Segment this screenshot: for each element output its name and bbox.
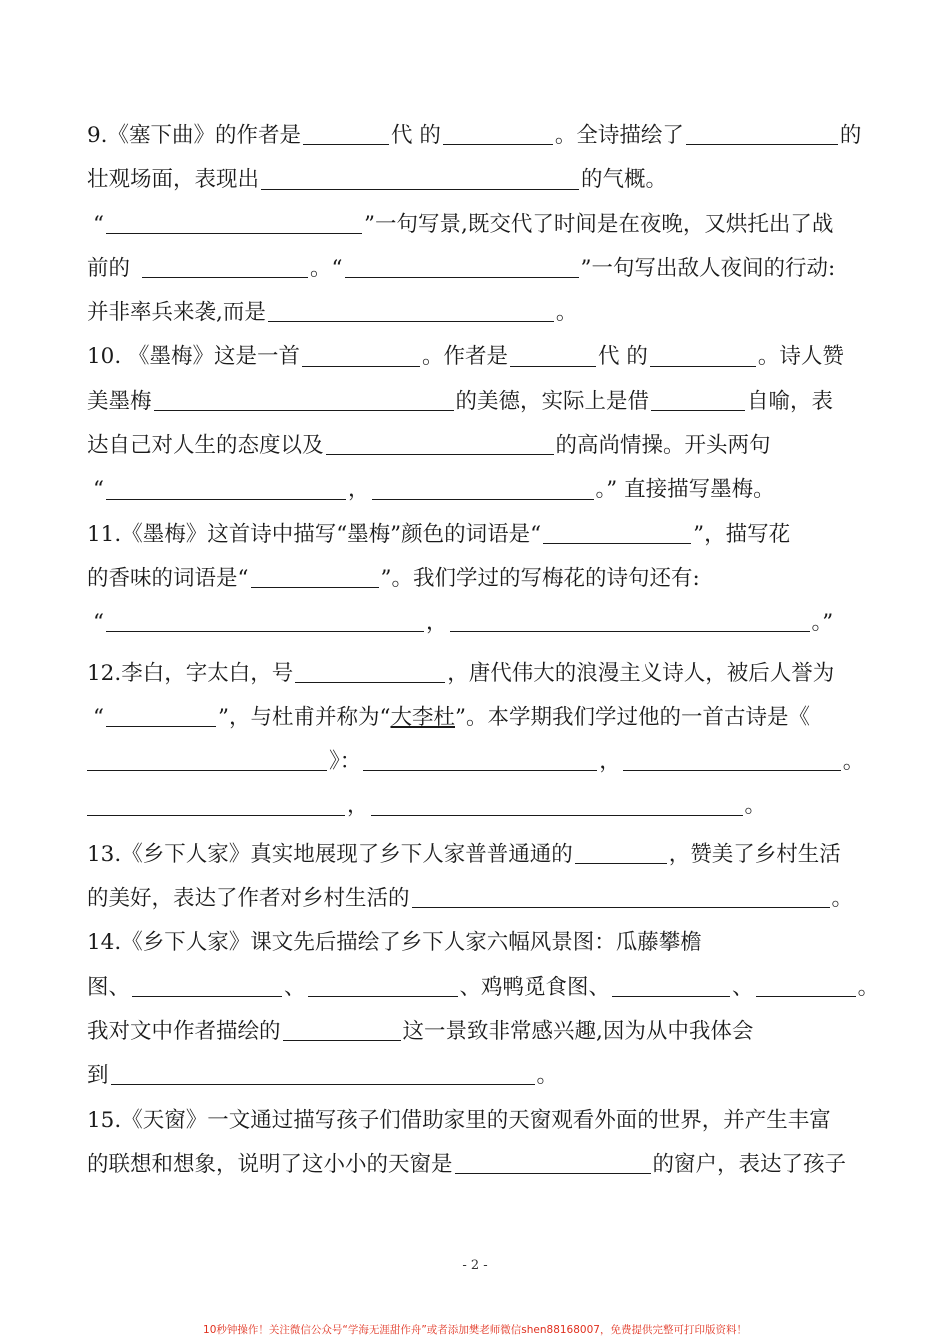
answer-blank[interactable] (443, 122, 553, 146)
answer-blank[interactable] (302, 343, 420, 367)
text: 的高尚情操。开头两句 (555, 433, 771, 459)
text: 的气概。 (581, 167, 668, 193)
answer-blank[interactable] (106, 210, 362, 234)
text: 的美德，实际上是借 (455, 388, 650, 414)
text: 的窗户，表达了孩子 (652, 1151, 847, 1177)
text: 图、 (87, 974, 131, 1000)
text: 美墨梅 (87, 388, 152, 414)
answer-blank[interactable] (686, 122, 838, 146)
text: 达自己对人生的态度以及 (87, 433, 324, 459)
text: 。 (744, 793, 767, 819)
text: 到 (87, 1063, 109, 1089)
text: 代 的 (391, 123, 441, 148)
q14-line-2 (87, 966, 880, 1010)
text: 、鸡鸭觅食图、 (459, 974, 611, 1000)
page-number: - 2 - (462, 1258, 488, 1273)
q15-line-2 (87, 1143, 865, 1187)
answer-blank[interactable] (132, 973, 282, 997)
q9-line-1 (87, 114, 865, 158)
text: 。“ (310, 255, 343, 281)
answer-blank[interactable] (363, 748, 597, 772)
q13-line-2 (87, 877, 865, 921)
worksheet-content (87, 114, 880, 1187)
q11-line-1 (87, 513, 865, 557)
text: ，赞美了乡村生活 (668, 841, 841, 867)
text: 9.《塞下曲》的作者是 (87, 123, 302, 148)
text: ”一句写景,既交代了时间是在夜晚，又烘托出了战 (364, 211, 834, 237)
text: 、 (732, 974, 754, 1000)
text: 。 (857, 974, 880, 1000)
answer-blank[interactable] (268, 299, 554, 323)
text: ”。本学期我们学过他的一首古诗是《 (455, 704, 810, 730)
text: 这一景致非常感兴趣,因为从中我体会 (402, 1018, 754, 1044)
text: “ (93, 704, 104, 730)
text: “ (93, 477, 104, 503)
text: 代 的 (598, 344, 648, 370)
q14-line-1 (87, 921, 865, 965)
text: 。” 直接描写墨梅。 (595, 477, 775, 503)
q14-line-4 (87, 1054, 865, 1098)
answer-blank[interactable] (154, 387, 454, 411)
text: ”，与杜甫并称为“ (218, 704, 391, 730)
answer-blank[interactable] (575, 840, 667, 864)
answer-blank[interactable] (87, 748, 327, 772)
text: 、 (284, 974, 306, 1000)
text: 壮观场面，表现出 (87, 167, 260, 193)
answer-blank[interactable] (303, 122, 389, 146)
answer-blank[interactable] (450, 609, 810, 633)
answer-blank[interactable] (455, 1150, 651, 1174)
q13-line-1 (87, 833, 865, 877)
q12-line-1 (87, 652, 865, 696)
q9-line-2 (87, 158, 865, 202)
q10-line-2 (87, 380, 865, 424)
answer-blank[interactable] (651, 387, 745, 411)
text: 并非率兵来袭,而是 (87, 300, 266, 326)
q10-line-1 (87, 335, 865, 379)
text: 的联想和想象，说明了这小小的天窗是 (87, 1151, 453, 1177)
q14-line-3 (87, 1010, 865, 1054)
text: 。 (831, 886, 854, 912)
answer-blank[interactable] (371, 792, 743, 816)
underlined-term: 大李杜 (390, 704, 455, 730)
text: 的香味的词语是“ (87, 565, 249, 591)
text: 前的 (87, 255, 131, 281)
text: ， (426, 610, 448, 636)
text: 。作者是 (422, 344, 509, 370)
answer-blank[interactable] (251, 565, 379, 589)
answer-blank[interactable] (106, 609, 424, 633)
text: 的美好，表达了作者对乡村生活的 (87, 886, 410, 912)
q12-line-3 (87, 740, 865, 784)
answer-blank[interactable] (412, 885, 830, 909)
text: “ (93, 211, 104, 237)
text: 11.《墨梅》这首诗中描写“墨梅”颜色的词语是“ (87, 521, 542, 547)
text: ”一句写出敌人夜间的行动: (580, 255, 836, 281)
q9-line-4 (87, 247, 865, 291)
answer-blank[interactable] (295, 659, 445, 683)
text: 。诗人赞 (757, 344, 844, 370)
answer-blank[interactable] (283, 1018, 401, 1042)
answer-blank[interactable] (623, 748, 841, 772)
text: 。” (811, 610, 834, 636)
text: ”，描写花 (693, 521, 791, 547)
q9-line-5 (87, 291, 865, 335)
q9-line-3 (87, 203, 865, 247)
q12-line-4 (87, 784, 865, 828)
q11-line-3 (87, 601, 865, 645)
answer-blank[interactable] (510, 343, 596, 367)
answer-blank[interactable] (543, 520, 691, 544)
text: 。全诗描绘了 (554, 123, 684, 148)
answer-blank[interactable] (106, 476, 346, 500)
text: 10. 《墨梅》这是一首 (87, 344, 301, 370)
answer-blank[interactable] (756, 973, 856, 997)
q12-line-2 (87, 696, 865, 740)
text: ， (348, 477, 370, 503)
answer-blank[interactable] (308, 973, 458, 997)
text: 》： (329, 749, 362, 775)
text: ，唐代伟大的浪漫主义诗人，被后人誉为 (447, 660, 835, 686)
text: 12.李白，字太白，号 (87, 660, 294, 686)
q10-line-4 (87, 468, 865, 512)
text: 自喻，表 (747, 388, 834, 414)
text: ， (599, 749, 621, 775)
answer-blank[interactable] (87, 792, 345, 816)
text: “ (93, 610, 104, 636)
answer-blank[interactable] (345, 255, 579, 279)
answer-blank[interactable] (106, 704, 216, 728)
text: 我对文中作者描绘的 (87, 1018, 281, 1044)
text: 。 (555, 300, 578, 326)
q11-line-2 (87, 557, 865, 601)
text: 15.《天窗》一文通过描写孩子们借助家里的天窗观看外面的世界，并产生丰富 (87, 1107, 831, 1133)
footer-promo-note: 10秒钟操作！关注微信公众号“学海无涯甜作舟”或者添加樊老师微信shen88168007，免费提供完整可打印版资料！ (203, 1324, 747, 1336)
answer-blank[interactable] (326, 432, 554, 456)
answer-blank[interactable] (261, 166, 579, 190)
text: 的 (839, 123, 862, 148)
q15-line-1 (87, 1099, 865, 1143)
text: 。 (536, 1063, 559, 1089)
answer-blank[interactable] (111, 1062, 535, 1086)
answer-blank[interactable] (650, 343, 756, 367)
text: 13.《乡下人家》真实地展现了乡下人家普普通通的 (87, 841, 573, 867)
answer-blank[interactable] (612, 973, 730, 997)
text: 。 (842, 749, 865, 775)
q10-line-3 (87, 424, 865, 468)
text: 14.《乡下人家》课文先后描绘了乡下人家六幅风景图：瓜藤攀檐 (87, 930, 702, 956)
text: ， (347, 793, 369, 819)
answer-blank[interactable] (142, 255, 308, 279)
answer-blank[interactable] (372, 476, 594, 500)
text: ”。我们学过的写梅花的诗句还有: (380, 565, 700, 591)
